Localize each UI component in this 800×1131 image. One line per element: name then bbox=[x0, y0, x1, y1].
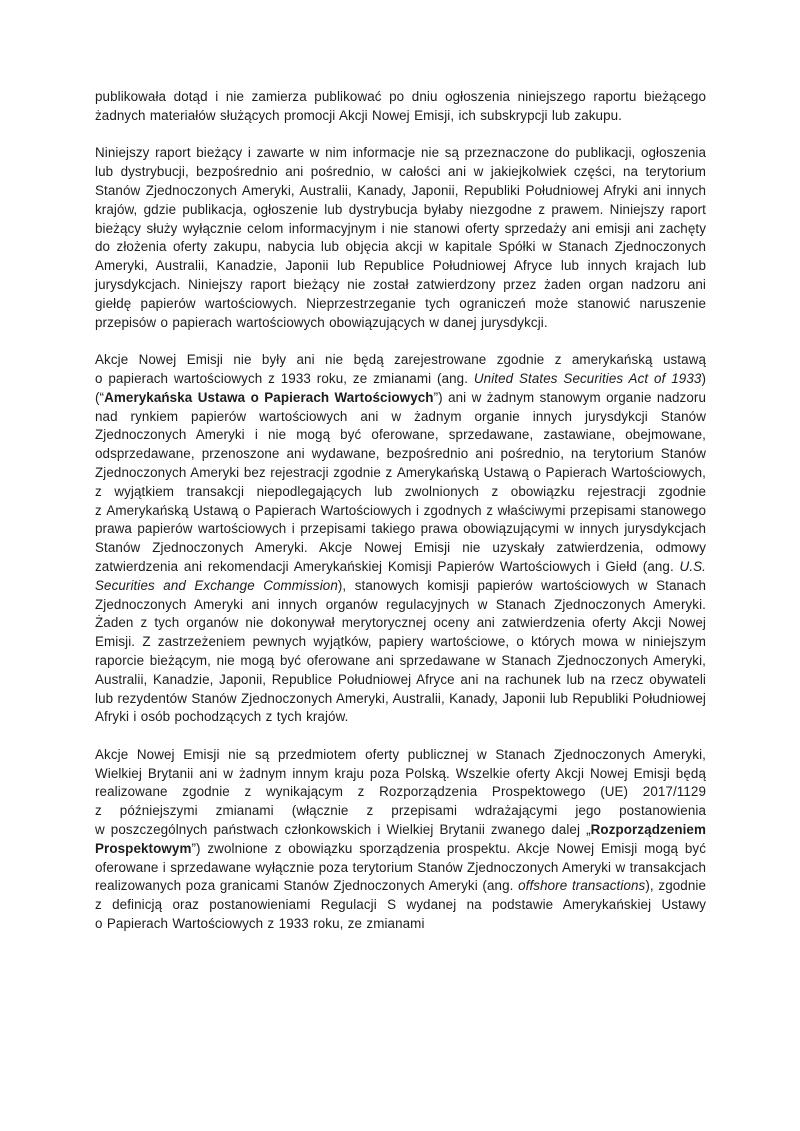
text-run: publikowała dotąd i nie zamierza publikować po dniu ogłoszenia niniejszego raportu bieżącego żadnych materiałów służących promocji Akcji Nowej Emisji, ich subskrypcji lub zakupu. bbox=[95, 89, 706, 123]
paragraph bbox=[95, 746, 706, 934]
text-run: ”) zwolnione z obowiązku sporządzenia prospektu. Akcje Nowej Emisji mogą być oferowane i sprzedawane wyłącznie poza terytorium Stanów Zjednoczonych Ameryki w transakcjach realizowanych poza granicami Stanów Zjednoczonych Ameryki (ang. bbox=[95, 840, 706, 894]
italic-text-run: U.S. Securities and Exchange Commission bbox=[95, 558, 706, 593]
text-run: Akcje Nowej Emisji nie były ani nie będą zarejestrowane zgodnie z amerykańską ustawą o papierach wartościowych z 1933 roku, ze zmianami (ang. bbox=[95, 352, 706, 386]
bold-text-run: Amerykańska Ustawa o Papierach Wartościowych bbox=[104, 389, 434, 405]
italic-text-run: United States Securities Act of 1933 bbox=[473, 370, 702, 386]
text-run: ) (“ bbox=[95, 370, 706, 405]
text-run: Niniejszy raport bieżący i zawarte w nim informacje nie są przeznaczone do publikacji, ogłoszenia lub dystrybucji, bezpośrednio ani pośrednio, w całości ani w jakiejkolwiek części, na terytorium Stanów Zjednoczonych Ameryki, Australii, Kanady, Japonii, Republiki Południowej Afryki ani innych krajów, gdzie publikacja, ogłoszenie lub dystrybucja byłaby niezgodne z prawem. Niniejszy raport bieżący służy wyłącznie celom informacyjnym i nie stanowi oferty sprzedaży ani emisji ani zachęty do złożenia oferty zakupu, nabycia lub objęcia akcji w kapitale Spółki w Stanach Zjednoczonych Ameryki, Australii, Kanadzie, Japonii lub Republice Południowej Afryce lub innych krajach lub jurysdykcjach. Niniejszy raport bieżący nie został zatwierdzony przez żaden organ nadzoru ani giełdę papierów wartościowych. Nieprzestrzeganie tych ograniczeń może stanowić naruszenie przepisów o papierach wartościowych obowiązujących w danej jurysdykcji. bbox=[95, 145, 706, 330]
document-body bbox=[95, 88, 706, 934]
bold-text-run: Rozporządzeniem Prospektowym bbox=[95, 822, 706, 856]
text-run: ), stanowych komisji papierów wartościowych w Stanach Zjednoczonych Ameryki ani innych organów regulacyjnych w Stanach Zjednoczonych Ameryki. Żaden z tych organów nie dokonywał merytorycznej oceny ani zatwierdzenia oferty Akcji Nowej Emisji. Z zastrzeżeniem pewnych wyjątków, papiery wartościowe, o których mowa w niniejszym raporcie bieżącym, nie mogą być oferowane ani sprzedawane w Stanach Zjednoczonych Ameryki, Australii, Kanadzie, Japonii, Republice Południowej Afryce ani na rachunek lub na rzecz obywateli lub rezydentów Stanów Zjednoczonych Ameryki, Australii, Kanady, Japonii lub Republiki Południowej Afryki i osób pochodzących z tych krajów. bbox=[95, 577, 706, 725]
italic-text-run: offshore transactions bbox=[518, 878, 646, 894]
text-run: Akcje Nowej Emisji nie są przedmiotem oferty publicznej w Stanach Zjednoczonych Ameryki, Wielkiej Brytanii ani w żadnym innym kraju poza Polską. Wszelkie oferty Akcji Nowej Emisji będą realizowane zgodnie z wynikającym z Rozporządzenia Prospektowego (UE) 2017/1129 z późniejszymi zmianami (włącznie z przepisami wdrażającymi jego postanowienia w poszczególnych państwach członkowskich i Wielkiej Brytanii zwanego dalej „ bbox=[95, 746, 706, 838]
text-run: ), zgodnie z definicją oraz postanowieniami Regulacji S wydanej na podstawie Amerykańskiej Ustawy o Papierach Wartościowych z 1933 roku, ze zmianami bbox=[95, 878, 707, 932]
paragraph bbox=[95, 351, 706, 727]
paragraph bbox=[95, 88, 706, 126]
paragraph bbox=[95, 144, 706, 332]
text-run: ”) ani w żadnym stanowym organie nadzoru nad rynkiem papierów wartościowych ani w żadnym organie innych jurysdykcji Stanów Zjednoczonych Ameryki i nie mogą być oferowane, sprzedawane, zastawiane, obejmowane, odsprzedawane, przenoszone ani wydawane, bezpośrednio ani pośrednio, na terytorium Stanów Zjednoczonych Ameryki bez rejestracji zgodnie z Amerykańską Ustawą o Papierach Wartościowych, z wyjątkiem transakcji niepodlegających lub zwolnionych z obowiązku rejestracji zgodnie z Amerykańską Ustawą o Papierach Wartościowych i zgodnych z właściwymi przepisami stanowego prawa papierów wartościowych i przepisami takiego prawa obowiązującymi w innych jurysdykcjach Stanów Zjednoczonych Ameryki. Akcje Nowej Emisji nie uzyskały zatwierdzenia, odmowy zatwierdzenia ani rekomendacji Amerykańskiej Komisji Papierów Wartościowych i Giełd (ang. bbox=[95, 389, 706, 574]
